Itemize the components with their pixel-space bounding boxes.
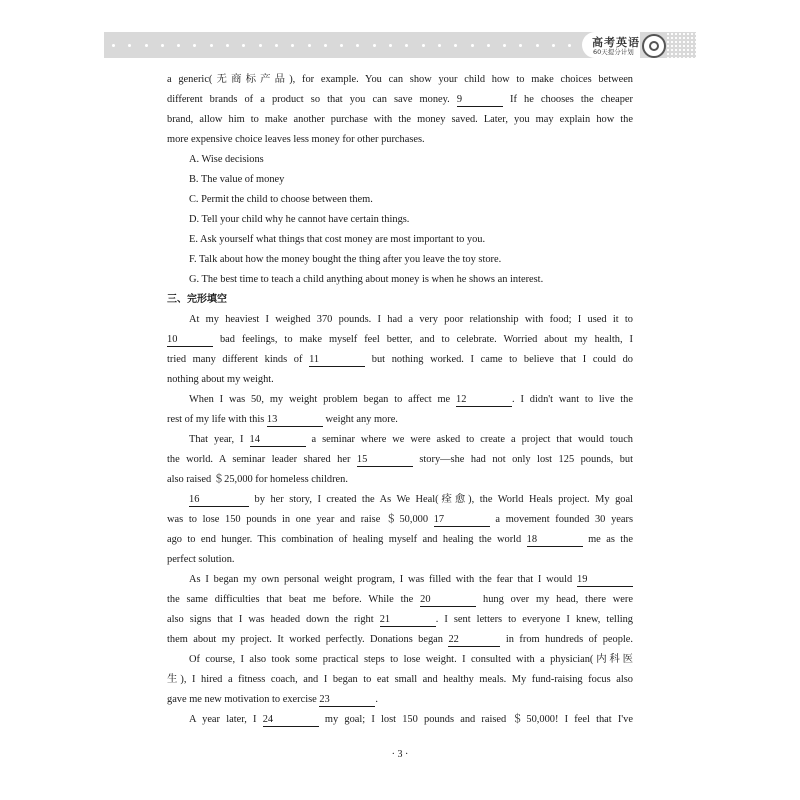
text-line: At my heaviest I weighed 370 pounds. I had a very poor relationship with food; I used it to	[189, 314, 633, 325]
text-line: When I was 50, my weight problem began to affect me 12 . I didn't want to live the	[189, 394, 633, 405]
text-line: 生), I hired a fitness coach, and I began to eat small and healthy meals. My fund-raising focus also	[167, 674, 633, 685]
page-number: · 3 ·	[391, 749, 409, 760]
text-line: the world. A seminar leader shared her 15 story—she had not only lost 125 pounds, but	[167, 454, 633, 465]
text-line: 16 by her story, I created the As We Heal(痊愈), the World Heals project. My goal	[189, 494, 633, 505]
blank-18: 18	[527, 533, 583, 547]
blank-23: 23	[319, 693, 375, 707]
cloze-paragraph-5	[167, 570, 633, 650]
text-line: 10 bad feelings, to make myself feel better, and to celebrate. Worried about my health, I	[167, 334, 633, 345]
cloze-paragraph-4	[167, 490, 633, 570]
blank-9: 9	[457, 93, 503, 107]
cloze-paragraph-6	[167, 650, 633, 710]
blank-22: 22	[448, 633, 500, 647]
blank-19: 19	[577, 573, 633, 587]
logo-subtitle: 60天提分计划	[593, 48, 634, 56]
passage-end	[167, 70, 633, 150]
text-line: also signs that I was headed down the right 21 . I sent letters to everyone I knew, telling	[167, 614, 633, 625]
text-line: A year later, I 24 my goal; I lost 150 pounds and raised ＄50,000! I feel that I've	[189, 714, 633, 725]
logo-title: 高考英语	[592, 36, 640, 49]
text-line: brand, allow him to make another purchase with the money saved. Later, you may explain how the	[167, 114, 633, 125]
page-header-band	[104, 32, 696, 58]
option-e: E. Ask yourself what things that cost money are most important to you.	[189, 234, 486, 245]
header-grid-pattern	[666, 32, 696, 58]
text-line: Of course, I also took some practical steps to lose weight. I consulted with a physician(内科医	[189, 654, 633, 665]
blank-13: 13	[267, 413, 323, 427]
text-line: gave me new motivation to exercise 23 .	[167, 694, 378, 705]
logo-emblem-icon	[642, 34, 666, 58]
text-line: rest of my life with this 13 weight any more.	[167, 414, 398, 425]
option-b: B. The value of money	[189, 174, 285, 185]
text-line: As I began my own personal weight program, I was filled with the fear that I would 19	[167, 570, 633, 590]
cloze-paragraph-1	[167, 310, 633, 390]
blank-10: 10	[167, 333, 213, 347]
blank-15: 15	[357, 453, 413, 467]
series-logo	[582, 32, 640, 58]
option-g: G. The best time to teach a child anything about money is when he shows an interest.	[189, 274, 544, 285]
text-line: a generic(无商标产品), for example. You can show your child how to make choices between	[167, 74, 633, 85]
blank-12: 12	[456, 393, 512, 407]
text-line: nothing about my weight.	[167, 374, 274, 385]
blank-20: 20	[420, 593, 476, 607]
section-title: 三、完形填空	[167, 294, 227, 305]
text-line: different brands of a product so that you can save money. 9 If he chooses the cheaper	[167, 94, 633, 105]
text-line: perfect solution.	[167, 554, 235, 565]
text-line: more expensive choice leaves less money for other purchases.	[167, 134, 425, 145]
page-content	[167, 70, 633, 730]
option-a: A. Wise decisions	[189, 154, 264, 165]
cloze-paragraph-2	[167, 390, 633, 430]
text-line: ago to end hunger. This combination of healing myself and healing the world 18 me as the	[167, 534, 633, 545]
text-line: the same difficulties that beat me before. While the 20 hung over my head, there were	[167, 594, 633, 605]
blank-14: 14	[250, 433, 306, 447]
text-line: them about my project. It worked perfectly. Donations began 22 in from hundreds of people.	[167, 634, 633, 645]
option-f: F. Talk about how the money bought the thing after you leave the toy store.	[189, 254, 502, 265]
blank-21: 21	[380, 613, 436, 627]
blank-24: 24	[263, 713, 319, 727]
blank-11: 11	[309, 353, 365, 367]
text-line: also raised ＄25,000 for homeless children.	[167, 474, 348, 485]
blank-16: 16	[189, 493, 249, 507]
cloze-paragraph-3	[167, 430, 633, 490]
text-line: That year, I 14 a seminar where we were asked to create a project that would touch	[189, 434, 633, 445]
option-c: C. Permit the child to choose between them.	[189, 194, 373, 205]
cloze-paragraph-7	[167, 710, 633, 730]
text-line: tried many different kinds of 11 but nothing worked. I came to believe that I could do	[167, 354, 633, 365]
header-dots	[112, 32, 653, 58]
option-d: D. Tell your child why he cannot have certain things.	[189, 214, 410, 225]
options-list	[167, 150, 633, 290]
blank-17: 17	[434, 513, 490, 527]
text-line: was to lose 150 pounds in one year and raise ＄50,000 17 a movement founded 30 years	[167, 514, 633, 525]
